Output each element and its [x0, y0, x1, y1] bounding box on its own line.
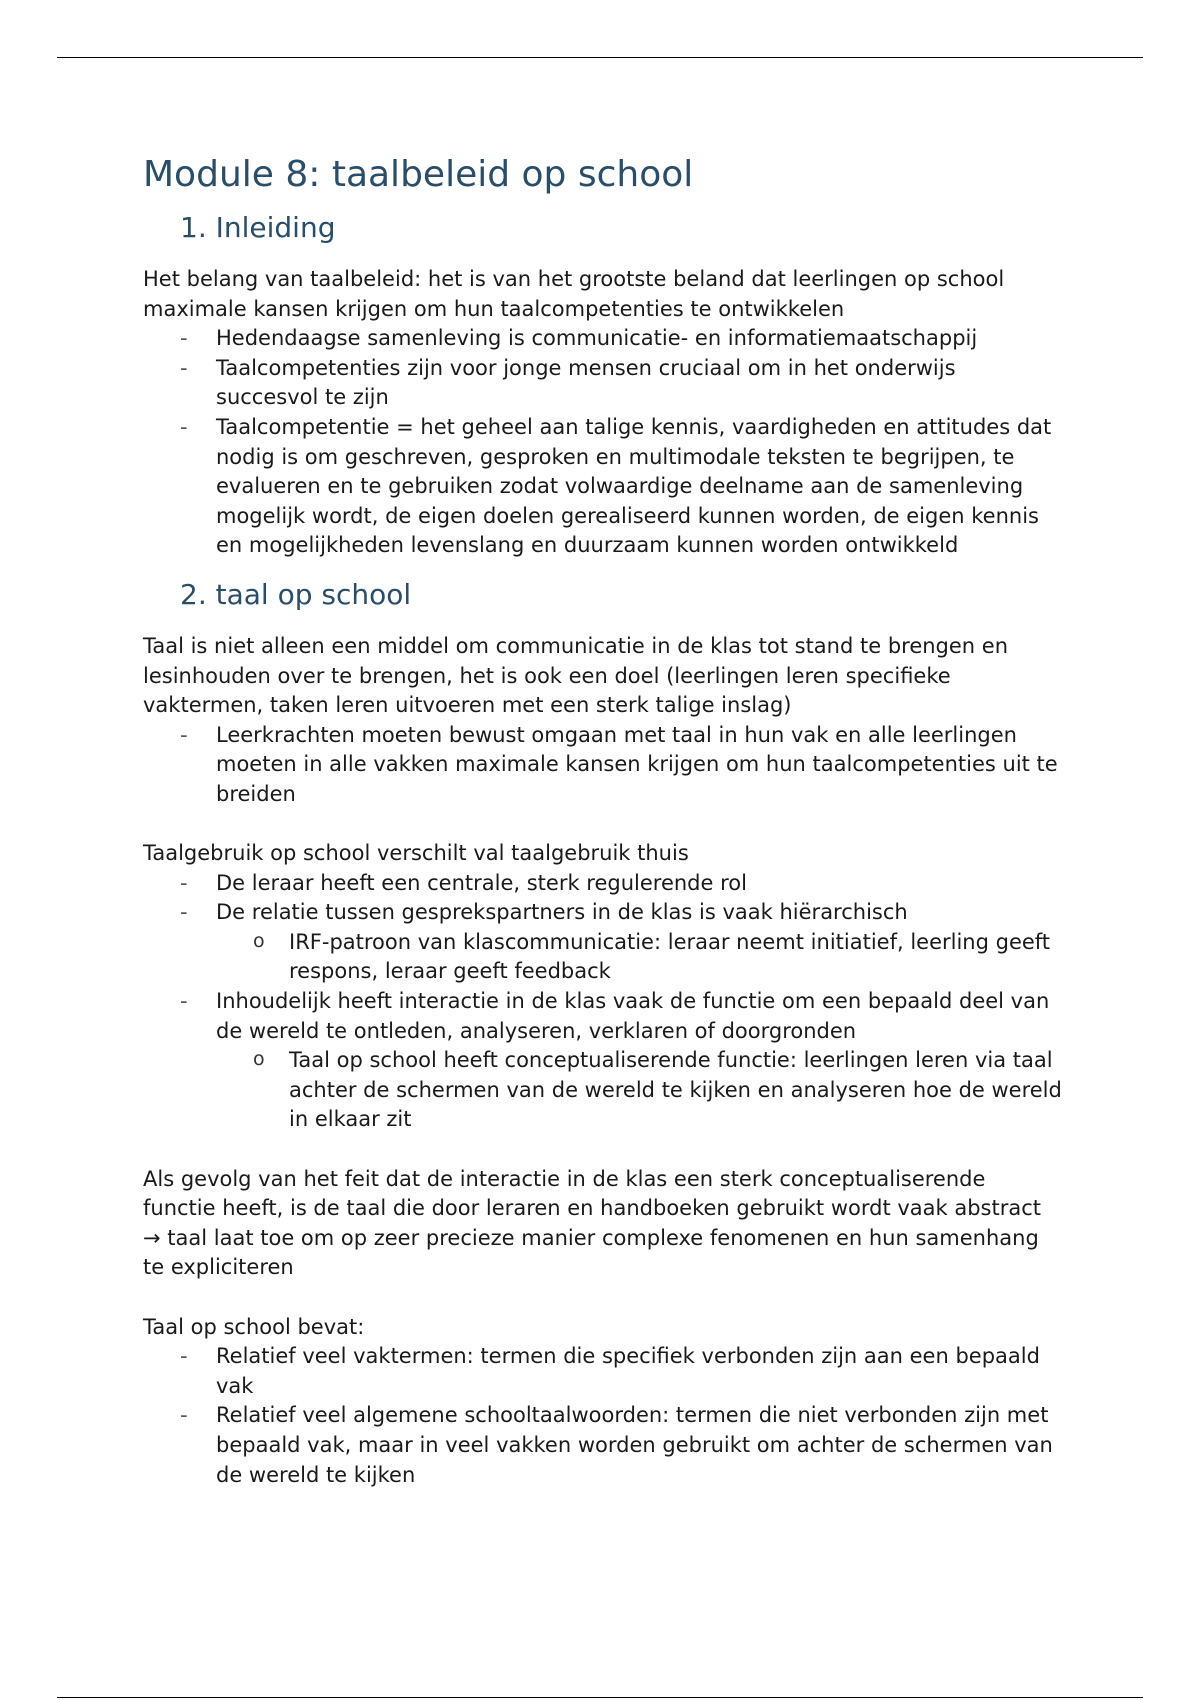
section-heading-taal-op-school: 2. taal op school [180, 577, 412, 611]
list-item: - Relatief veel algemene schooltaalwoorden: termen die niet verbonden zijn met bepaald vak, maar in veel vakken worden gebruikt om achter de schermen van de wereld te kijken [180, 1403, 1053, 1487]
list-item: - Inhoudelijk heeft interactie in de klas vaak de functie om een bepaald deel van de wereld te ontleden, analyseren, verklaren of doorgronden o Taal op school heeft conceptualiserende functie: leerlingen leren via taal achter de schermen van de wereld te kijken en analyseren hoe de wereld in elkaar zit [143, 987, 1063, 1135]
list-item: - Relatief veel vaktermen: termen die specifiek verbonden zijn aan een bepaald vak [180, 1344, 1040, 1398]
dash-bullet: - [180, 722, 188, 747]
bullet-list [143, 324, 1063, 561]
bullet-list [143, 721, 1063, 810]
paragraph: Taalgebruik op school verschilt val taalgebruik thuis [143, 841, 689, 866]
sub-bullet-list [216, 928, 1063, 987]
bullet-list [143, 1342, 1063, 1490]
sub-list-item: o IRF-patroon van klascommunicatie: leraar neemt initiatief, leerling geeft respons, leraar geeft feedback [216, 928, 1063, 987]
dash-bullet: - [180, 1403, 188, 1428]
paragraph: Taal op school bevat: [143, 1314, 365, 1339]
list-item: - Leerkrachten moeten bewust omgaan met taal in hun vak en alle leerlingen moeten in alle vakken maximale kansen krijgen om hun taalcompetenties uit te breiden [180, 722, 1058, 806]
list-item: - De leraar heeft een centrale, sterk regulerende rol [143, 869, 1063, 899]
document-body [143, 150, 1063, 1490]
footer-rule [57, 1697, 1143, 1698]
page-title: Module 8: taalbeleid op school [143, 154, 694, 195]
paragraph: Taal is niet alleen een middel om communicatie in de klas tot stand te brengen en lesinhouden over te brengen, het is ook een doel (leerlingen leren specifieke vaktermen, taken leren uitvoeren met een sterk talige inslag) [143, 633, 1009, 718]
paragraph: Als gevolg van het feit dat de interactie in de klas een sterk conceptualiserende functie heeft, is de taal die door leraren en handboeken gebruikt wordt vaak abstract → taal laat toe om op zeer precieze manier complexe fenomenen en hun samenhang te expliciteren [143, 1166, 1042, 1280]
paragraph: Het belang van taalbeleid: het is van het grootste beland dat leerlingen op school maximale kansen krijgen om hun taalcompetenties te ontwikkelen [143, 267, 1005, 321]
list-item: - De relatie tussen gesprekspartners in de klas is vaak hiërarchisch o IRF-patroon van klascommunicatie: leraar neemt initiatief, leerling geeft respons, leraar geeft feedback [143, 898, 1063, 987]
list-item: - Taalcompetenties zijn voor jonge mensen cruciaal om in het onderwijs succesvol te zijn [180, 355, 956, 410]
bullet-list [143, 869, 1063, 1135]
dash-bullet: - [180, 900, 188, 925]
section-heading-inleiding: 1. Inleiding [180, 211, 336, 244]
header-rule [57, 57, 1143, 58]
circle-bullet: o [253, 929, 265, 952]
list-item: - Taalcompetentie = het geheel aan talige kennis, vaardigheden en attitudes dat nodig is om geschreven, gesproken en multimodale teksten te begrijpen, te evalueren en te gebruiken zodat volwaardige deelname aan de samenleving mogelijk wordt, de eigen doelen gerealiseerd kunnen worden, de eigen kennis en mogelijkheden levenslang en duurzaam kunnen worden ontwikkeld [180, 414, 1052, 558]
circle-bullet: o [253, 1048, 265, 1071]
dash-bullet: - [180, 870, 188, 895]
dash-bullet: - [180, 414, 188, 439]
list-item: - Hedendaagse samenleving is communicatie- en informatiemaatschappij [143, 324, 1063, 354]
dash-bullet: - [180, 1344, 188, 1369]
sub-list-item: o Taal op school heeft conceptualiserende functie: leerlingen leren via taal achter de schermen van de wereld te kijken en analyseren hoe de wereld in elkaar zit [216, 1046, 1063, 1135]
dash-bullet: - [180, 326, 188, 351]
dash-bullet: - [180, 989, 188, 1014]
dash-bullet: - [180, 355, 188, 380]
sub-bullet-list [216, 1046, 1063, 1135]
